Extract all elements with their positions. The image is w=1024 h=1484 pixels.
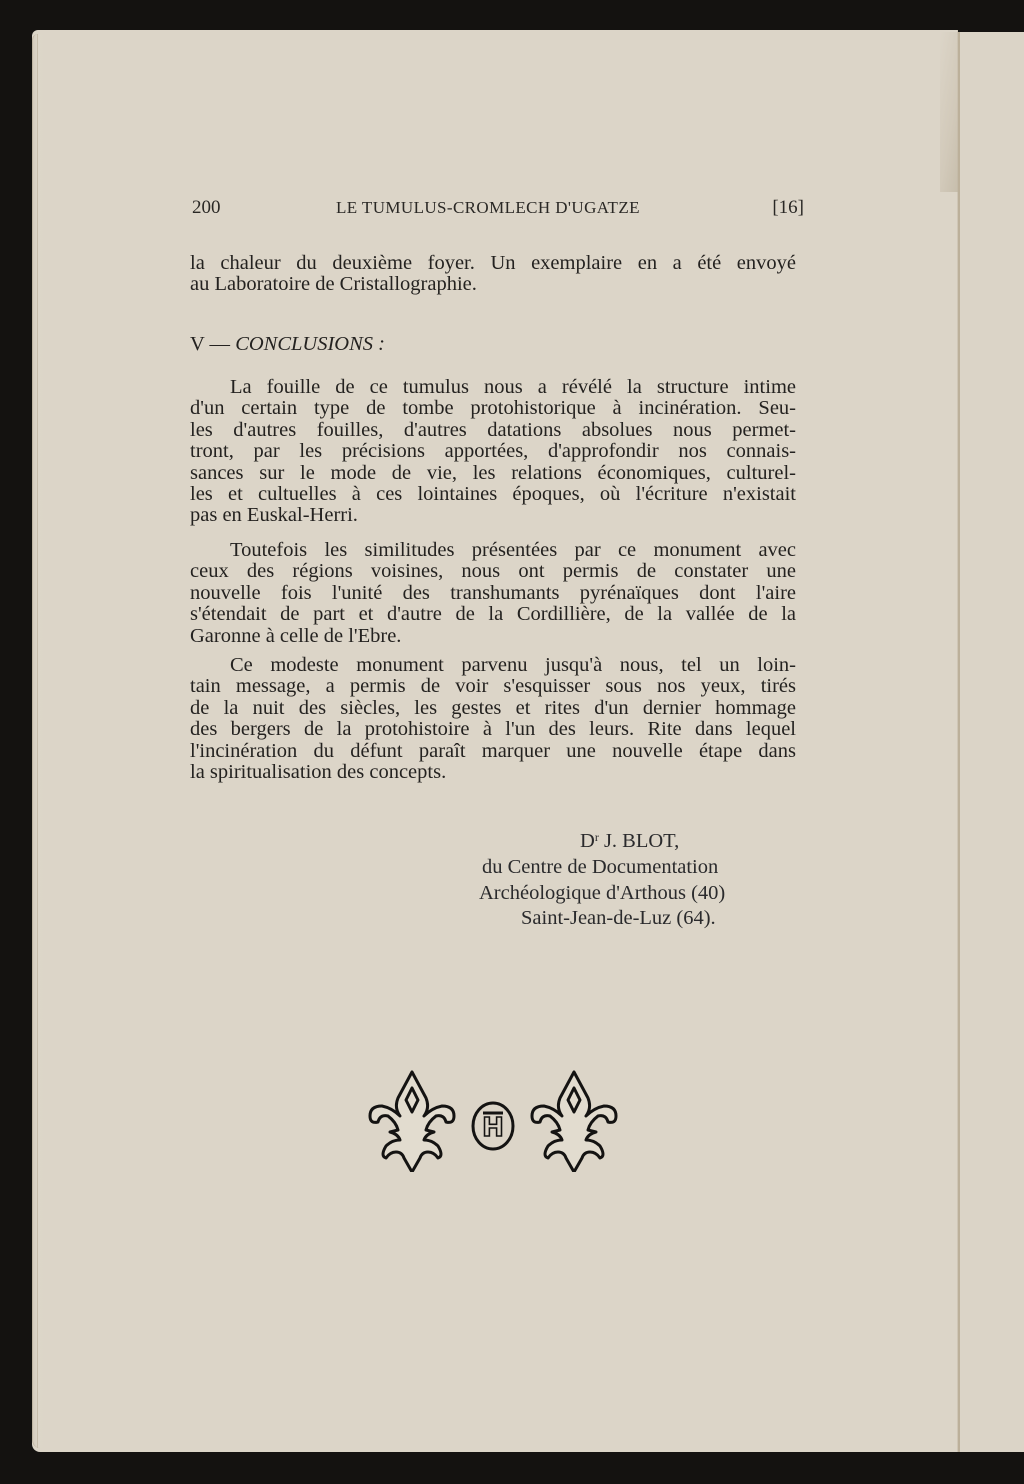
paragraph-1 xyxy=(190,377,796,527)
section-title: CONCLUSIONS : xyxy=(235,333,385,355)
section-numeral: V — xyxy=(190,333,231,355)
closing-ornament xyxy=(368,1068,618,1172)
text-line: tain message, a permis de voir s'esquisser sous nos yeux, tirés xyxy=(190,675,796,698)
text-line: nouvelle fois l'unité des transhumants pyrénaïques dont l'aire xyxy=(190,581,796,604)
author-name xyxy=(580,830,679,853)
affiliation-line-2: Archéologique d'Arthous (40) xyxy=(479,882,726,904)
monogram-letter: H xyxy=(482,1113,504,1143)
text-line: de la nuit des siècles, les gestes et rites d'un dernier hommage xyxy=(190,696,796,719)
text-line: l'incinération du défunt paraît marquer une nouvelle étape dans xyxy=(190,739,796,762)
page-stack-edge xyxy=(32,34,45,1448)
text-line: tront, par les précisions apportées, d'approfondir nos connais- xyxy=(190,440,796,463)
monogram-seal-icon xyxy=(473,1103,513,1149)
text-line: d'un certain type de tombe protohistorique à incinération. Seu- xyxy=(190,397,796,420)
location: Saint-Jean-de-Luz (64). xyxy=(521,907,716,929)
facing-page-edge xyxy=(958,32,1024,1452)
section-heading xyxy=(190,333,385,356)
intro-paragraph xyxy=(190,253,796,296)
page-number: 200 xyxy=(192,197,221,218)
text-line: La fouille de ce tumulus nous a révélé la structure intime xyxy=(230,376,796,398)
text-line: Garonne à celle de l'Ebre. xyxy=(190,624,402,647)
text-line: Ce modeste monument parvenu jusqu'à nous, tel un loin- xyxy=(230,654,796,676)
text-line: s'étendait de part et d'autre de la Cordillière, de la vallée de la xyxy=(190,603,796,626)
text-line: la chaleur du deuxième foyer. Un exemplaire en a été envoyé xyxy=(190,252,796,274)
text-line: des bergers de la protohistoire à l'un des leurs. Rite dans lequel xyxy=(190,718,796,741)
text-line: la spiritualisation des concepts. xyxy=(190,760,447,783)
running-header xyxy=(190,197,804,221)
text-line: ceux des régions voisines, nous ont permis de constater une xyxy=(190,560,796,583)
paragraph-3 xyxy=(190,655,796,783)
affiliation-line-1: du Centre de Documentation xyxy=(482,856,719,878)
title-prefix: D xyxy=(580,830,595,852)
text-line: Toutefois les similitudes présentées par ce monument avec xyxy=(230,539,796,561)
title-suffix: r xyxy=(594,830,599,844)
paragraph-2 xyxy=(190,540,796,647)
text-line: sances sur le mode de vie, les relations économiques, culturel- xyxy=(190,461,796,484)
fleur-de-lis-icon xyxy=(532,1072,616,1172)
text-line: les et cultuelles à ces lointaines époques, où l'écriture n'existait xyxy=(190,482,796,505)
page-fold-shadow xyxy=(940,32,958,192)
text-line: au Laboratoire de Cristallographie. xyxy=(190,273,477,296)
fleur-de-lis-icon xyxy=(370,1072,454,1172)
text-line: les d'autres fouilles, d'autres datations absolues nous permet- xyxy=(190,418,796,441)
section-number: [16] xyxy=(772,197,804,218)
running-title: LE TUMULUS-CROMLECH D'UGATZE xyxy=(336,198,640,217)
author: J. BLOT, xyxy=(603,830,680,852)
text-line: pas en Euskal-Herri. xyxy=(190,504,358,527)
